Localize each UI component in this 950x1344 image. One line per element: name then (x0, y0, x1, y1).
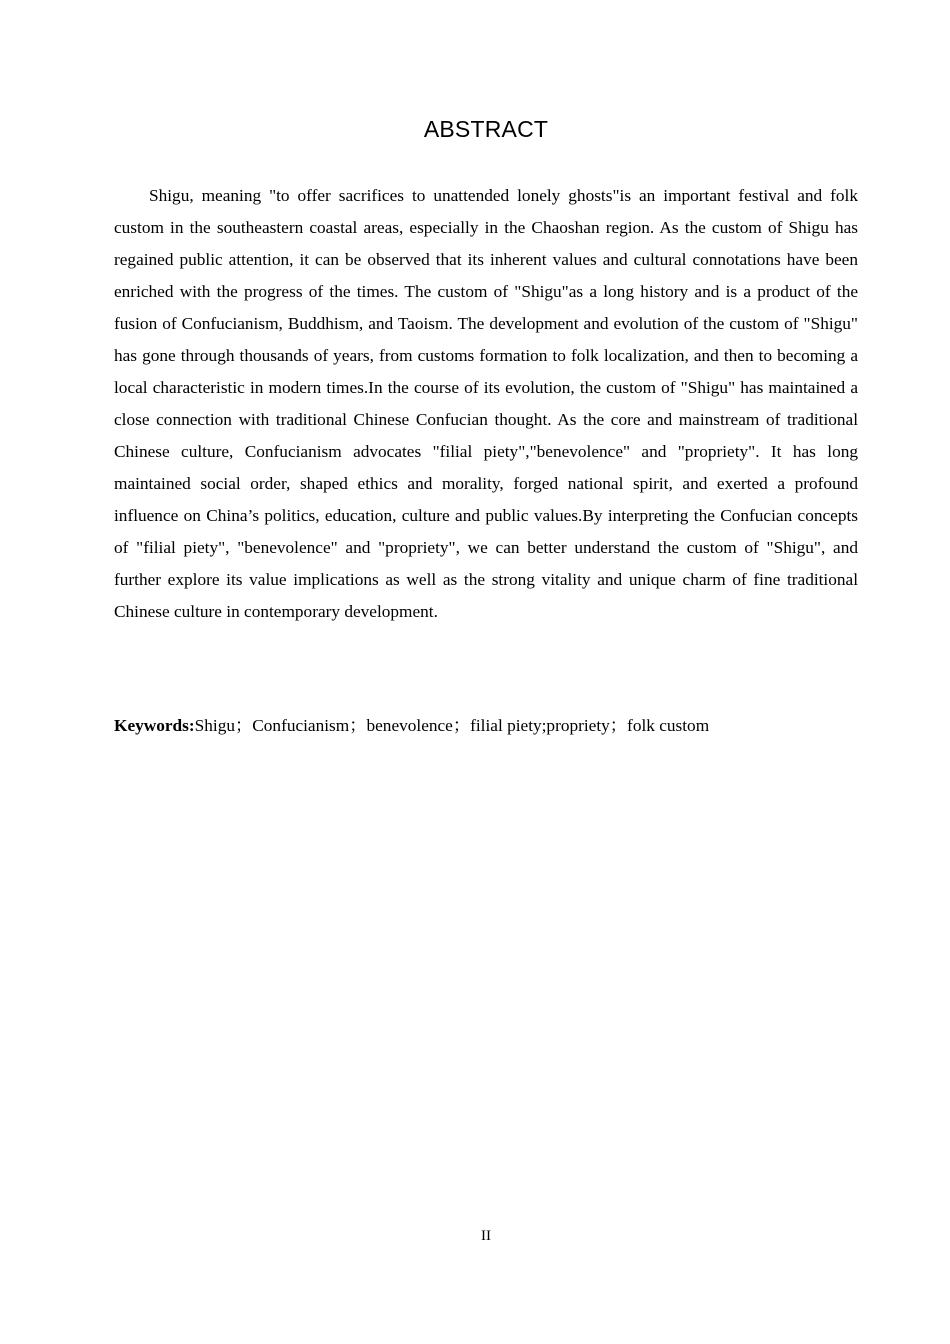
keywords-list: Shigu；Confucianism；benevolence；filial piety;propriety；folk custom (194, 716, 710, 735)
keywords-line (114, 710, 858, 742)
page-number: II (481, 1228, 491, 1244)
abstract-paragraph: Shigu, meaning "to offer sacrifices to unattended lonely ghosts"is an important festival and folk custom in the southeastern coastal areas, especially in the Chaoshan region. As the custom of Shigu has regained public attention, it can be observed that its inherent values and cultural connotations have been enriched with the progress of the times. The custom of "Shigu"as a long history and is a product of the fusion of Confucianism, Buddhism, and Taoism. The development and evolution of the custom of "Shigu" has gone through thousands of years, from customs formation to folk localization, and then to becoming a local characteristic in modern times.In the course of its evolution, the custom of "Shigu" has maintained a close connection with traditional Chinese Confucian thought. As the core and mainstream of traditional Chinese culture, Confucianism advocates "filial piety","benevolence" and "propriety". It has long maintained social order, shaped ethics and morality, forged national spirit, and exerted a profound influence on China’s politics, education, culture and public values.By interpreting the Confucian concepts of "filial piety", "benevolence" and "propriety", we can better understand the custom of "Shigu", and further explore its value implications as well as the strong vitality and unique charm of fine traditional Chinese culture in contemporary development. (114, 186, 858, 621)
abstract-title: ABSTRACT (423, 116, 549, 142)
keywords-label: Keywords: (114, 716, 195, 735)
